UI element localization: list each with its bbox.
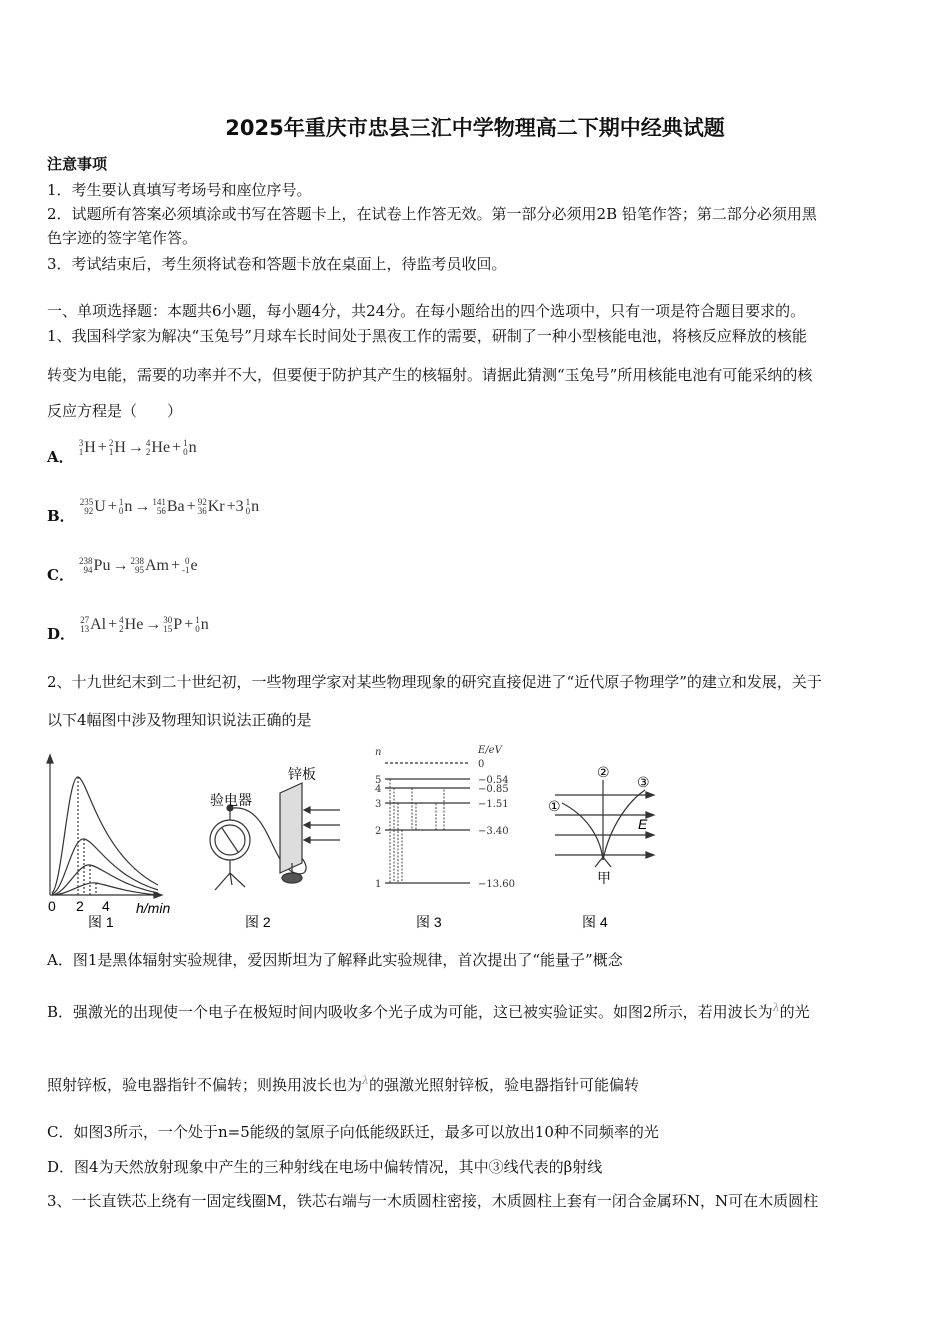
formula-operator: +3 [226,498,244,515]
energy-level-e: −0.85 [478,784,509,795]
energy-level-n: 4 [375,784,382,795]
nuclide-symbol: n [124,498,133,515]
option-label: C． [47,566,74,584]
formula-operator: → [134,498,151,515]
formula-operator: → [145,616,162,633]
energy-level-e: −3.40 [478,826,509,837]
q2-option-b-cont [47,1071,639,1095]
q1-option-a[interactable] [47,436,197,466]
nuclide-numbers: 1 0 [183,438,188,458]
nuclide-numbers: 0 -1 [181,556,190,576]
formula-operator: + [172,439,182,456]
notice-item: 2．试题所有答案必须填涂或书写在答题卡上，在试卷上作答无效。第一部分必须用2B 铅笔作答；第二部分必须用黑 [47,205,817,223]
formula-operator: → [112,557,129,574]
fig4-mark-3: ③ [637,774,650,790]
nuclide-numbers: 238 94 [79,556,93,576]
nuclide-symbol: n [251,498,260,515]
q1-option-c[interactable] [47,554,198,584]
energy-level-e: 0 [478,759,485,770]
q2-figures [40,745,880,940]
nuclide-symbol: n [188,439,197,456]
q1-option-d[interactable] [47,613,209,643]
nuclide-numbers: 2 1 [108,438,114,458]
page-title: 2025年重庆市忠县三汇中学物理高二下期中经典试题 [225,116,725,140]
q1-formula-b [80,498,259,515]
option-label: D． [47,625,76,643]
question-2-text: 以下4幅图中涉及物理知识说法正确的是 [47,711,312,729]
formula-operator: + [97,439,107,456]
question-1-text: 反应方程是（ ） [47,402,183,420]
nuclide-symbol: H [84,439,96,456]
nuclide-numbers: 30 15 [163,615,173,635]
nuclide-numbers: 141 56 [152,497,166,517]
nuclide-symbol: P [173,616,183,633]
nuclide-numbers: 1 0 [245,497,251,517]
nuclide-symbol: n [200,616,209,633]
fig2-label-electroscope: 验电器 [210,792,252,808]
fig3-n-label: n [375,747,382,758]
option-label: B． [47,507,75,525]
question-1-text: 1、我国科学家为解决“玉兔号”月球车长时间处于黑夜工作的需要，研制了一种小型核能电池，将核反应释放的核能 [47,327,807,345]
energy-level-n: 5 [375,775,382,786]
q1-formula-c [79,557,198,574]
lambda-symbol: λ [772,1001,780,1014]
energy-level-n: 1 [375,879,382,890]
fig1-xlabel: h/min [136,900,171,916]
nuclide-numbers: 92 36 [197,497,207,517]
fig1-tick: 0 [48,898,56,914]
figure-caption: 图 3 [416,914,442,930]
formula-operator: + [186,498,196,515]
q2-option-b[interactable] [47,998,810,1022]
question-3-text: 3、一长直铁芯上绕有一固定线圈M，铁芯右端与一木质圆柱密接，木质圆柱上套有一闭合金属环N，N可在木质圆柱 [47,1192,819,1210]
formula-operator: + [108,616,118,633]
nuclide-symbol: U [94,498,106,515]
fig4-mark-1: ① [548,798,561,814]
formula-operator: + [170,557,180,574]
nuclide-symbol: Al [90,616,107,633]
energy-level-n: 3 [375,799,382,810]
fig4-field-label: E [638,816,648,832]
q2-option-c[interactable]: C．如图3所示，一个处于n=5能级的氢原子向低能级跃迁，最多可以放出10种不同频率的光 [47,1123,659,1141]
formula-operator: → [127,439,144,456]
formula-operator: + [184,616,194,633]
nuclide-symbol: Kr [207,498,225,515]
formula-operator: + [107,498,117,515]
q2-option-d[interactable]: D．图4为天然放射现象中产生的三种射线在电场中偏转情况，其中③线代表的β射线 [47,1158,603,1176]
nuclide-symbol: He [124,616,144,633]
section-heading: 一、单项选择题：本题共6小题，每小题4分，共24分。在每小题给出的四个选项中，只有一项是符合题目要求的。 [47,302,806,320]
nuclide-symbol: He [151,439,171,456]
option-text: 的强激光照射锌板，验电器指针可能偏转 [369,1076,640,1094]
option-text: 照射锌板，验电器指针不偏转；则换用波长也为 [47,1076,363,1094]
q1-option-b[interactable] [47,495,260,525]
nuclide-numbers: 235 92 [79,497,94,517]
energy-level-e: −13.60 [478,879,516,890]
nuclide-numbers: 3 1 [78,438,84,458]
nuclide-symbol: Am [144,557,169,574]
option-text: B．强激光的出现使一个电子在极短时间内吸收多个光子成为可能，这已被实验证实。如图2所示，若用波长为 [47,1003,773,1021]
q1-formula-a [79,439,197,456]
figure-1-blackbody [47,755,162,898]
nuclide-symbol: Pu [93,557,111,574]
fig1-tick: 4 [102,898,110,914]
nuclide-numbers: 1 0 [195,615,200,635]
notice-item: 色字迹的签字笔作答。 [47,229,198,247]
question-1-text: 转变为电能，需要的功率并不大，但要便于防护其产生的核辐射。请据此猜测“玉兔号”所用核能电池有可能采纳的核 [47,366,813,384]
question-2-text: 2、十九世纪末到二十世纪初，一些物理学家对某些物理现象的研究直接促进了“近代原子物理学”的建立和发展，关于 [47,673,822,691]
energy-level-n: 2 [375,826,382,837]
nuclide-numbers: 4 2 [119,615,124,635]
nuclide-numbers: 238 95 [130,556,144,576]
fig1-tick: 2 [76,898,84,914]
notice-item: 1．考生要认真填写考场号和座位序号。 [47,181,312,199]
energy-level-e: −1.51 [478,799,509,810]
lambda-symbol: λ [362,1074,369,1087]
fig3-e-label: E/eV [478,745,502,756]
notice-item: 3．考试结束后，考生须将试卷和答题卡放在桌面上，待监考员收回。 [47,255,507,273]
nuclide-numbers: 4 2 [145,438,151,458]
option-text: 的光 [779,1003,810,1021]
energy-level-e: −0.54 [478,775,509,786]
notice-heading: 注意事项 [47,155,108,173]
q1-formula-d [80,616,209,633]
nuclide-numbers: 27 13 [80,615,90,635]
q2-option-a[interactable]: A．图1是黑体辐射实验规律，爱因斯坦为了解释此实验规律，首次提出了“能量子”概念 [47,951,623,969]
figure-caption: 图 4 [582,914,608,930]
fig4-mark-2: ② [597,764,610,780]
nuclide-symbol: H [114,439,126,456]
nuclide-symbol: Ba [166,498,185,515]
figure-3-energy-levels [375,745,515,890]
nuclide-symbol: e [190,557,198,574]
figure-caption: 图 1 [88,914,114,930]
nuclide-numbers: 1 0 [118,497,124,517]
fig2-label-zinc: 锌板 [288,766,316,782]
fig4-source-label: 甲 [597,870,611,886]
figure-caption: 图 2 [245,914,271,930]
option-label: A． [47,448,74,466]
